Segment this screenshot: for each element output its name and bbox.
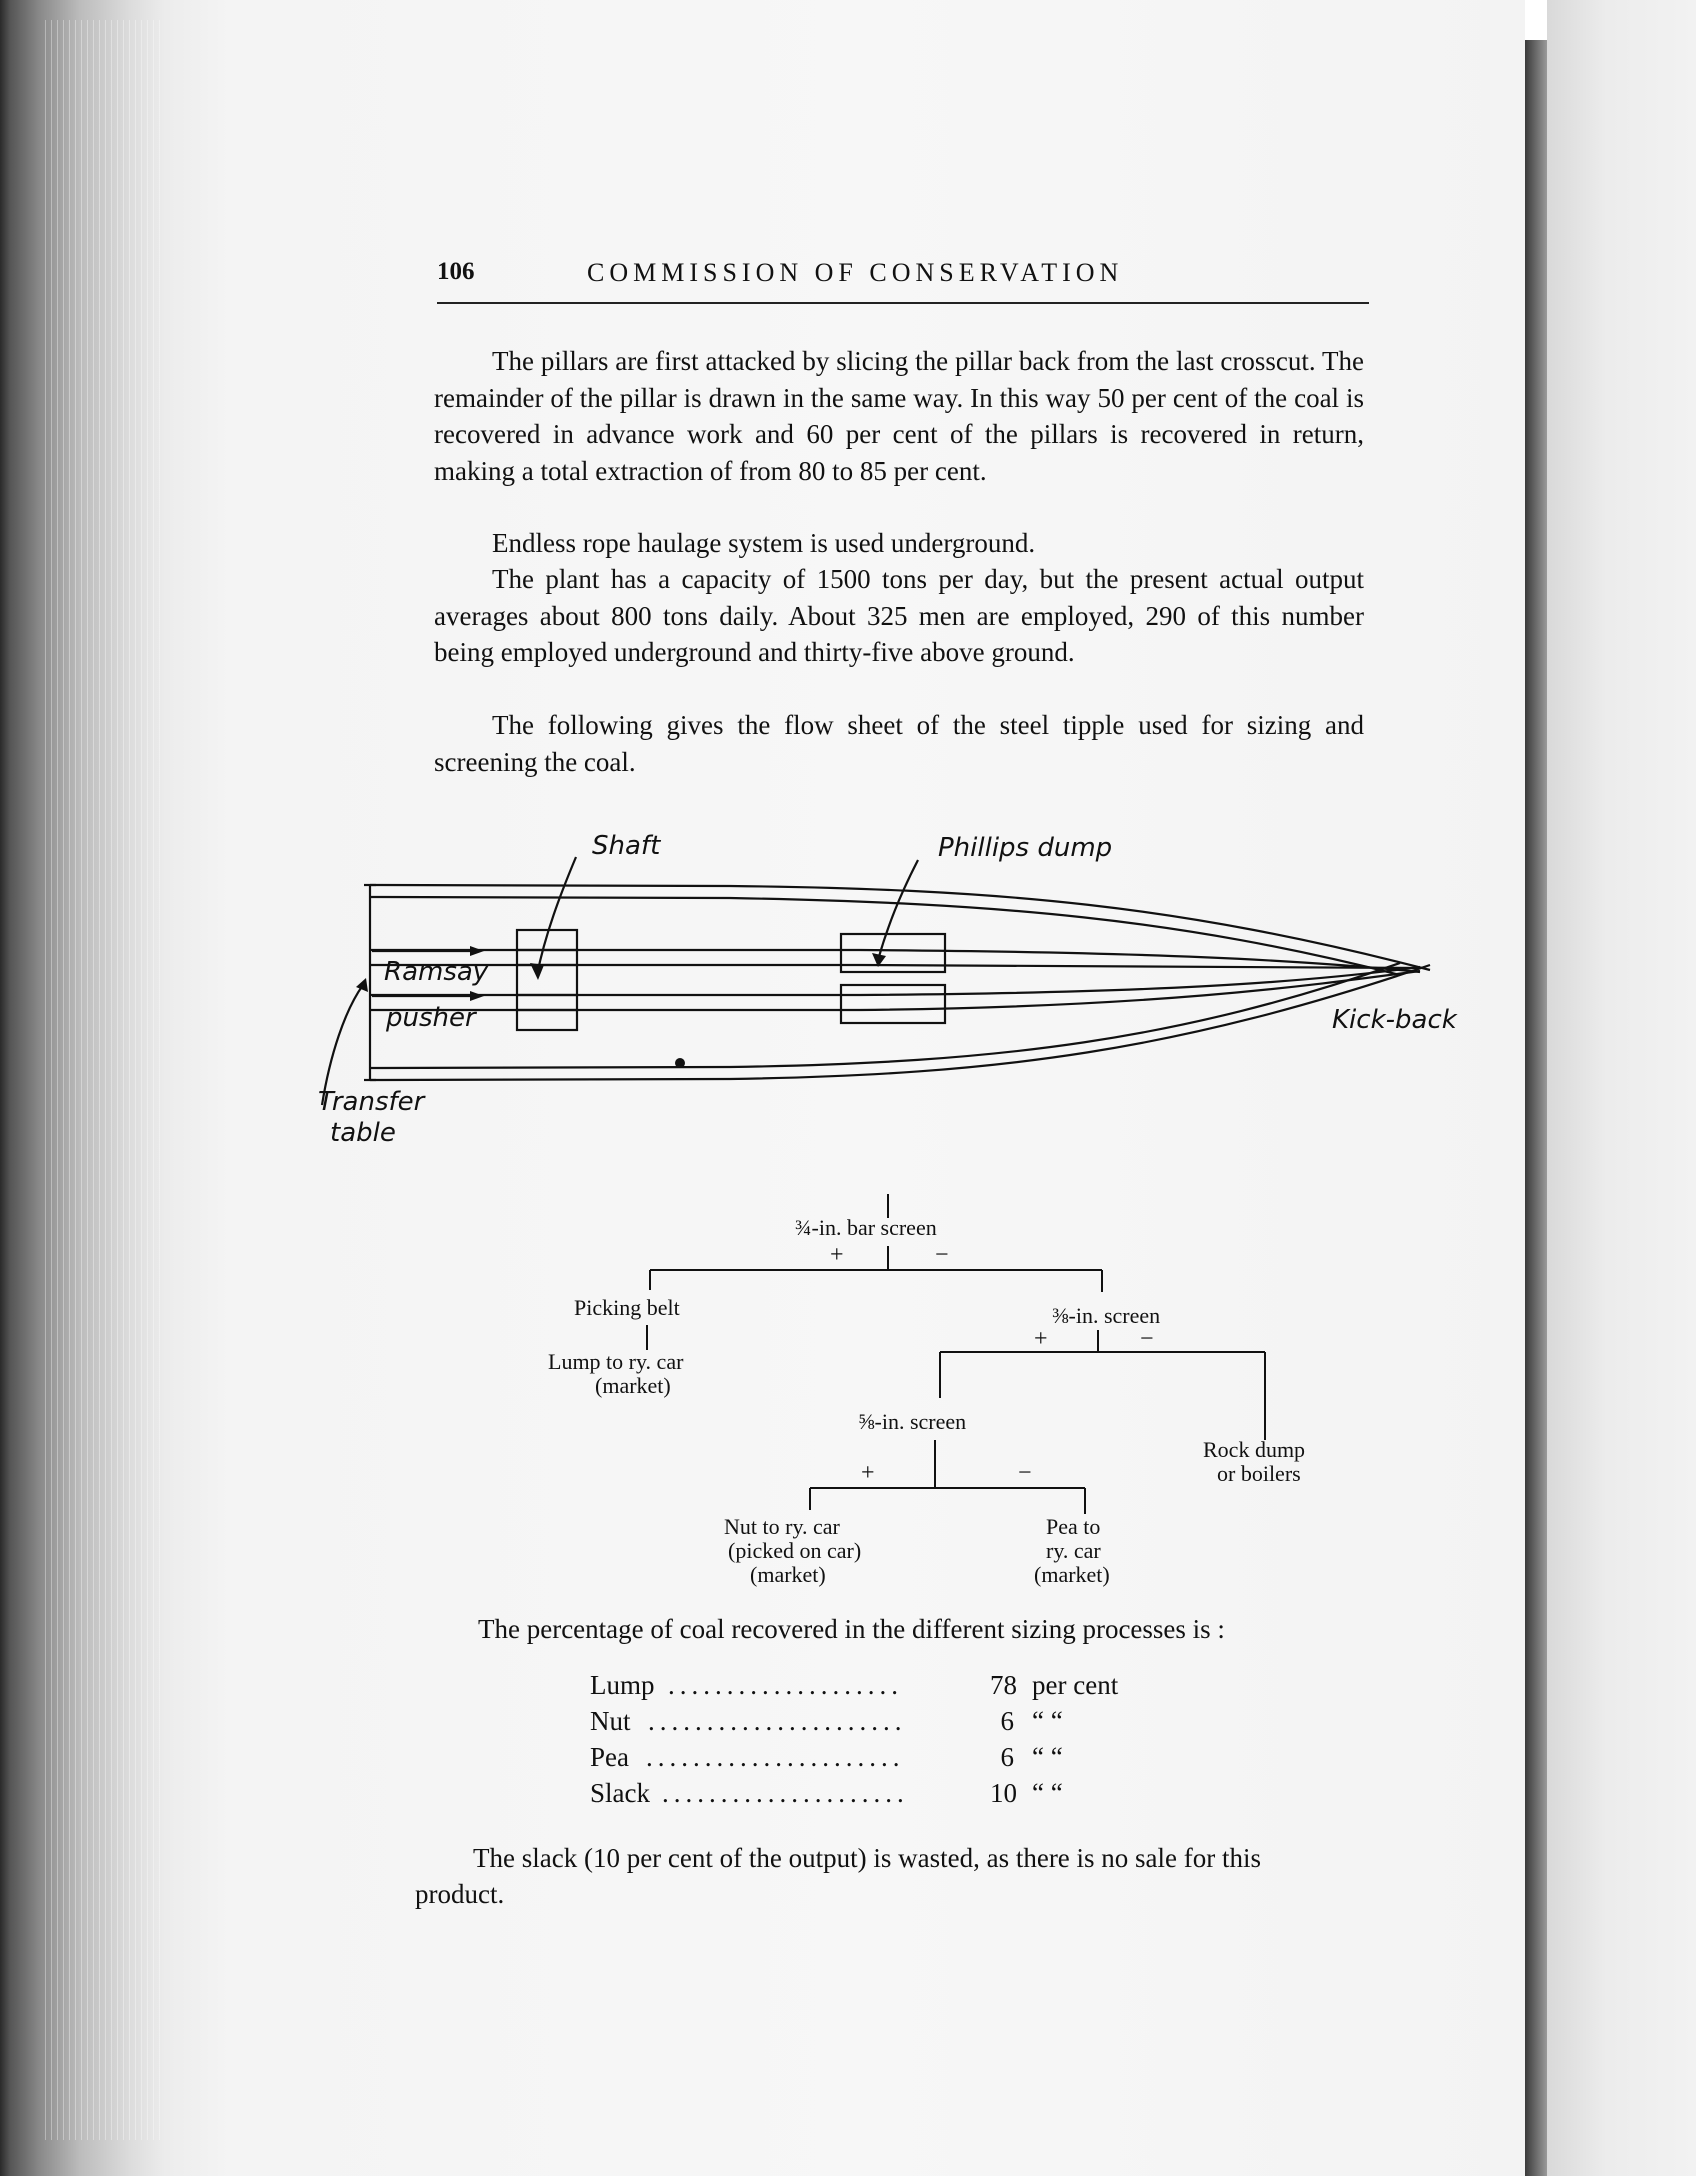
- table-row: [590, 1706, 1210, 1742]
- row-leader: ....................: [668, 1670, 903, 1700]
- row-unit: per cent: [1032, 1670, 1119, 1700]
- flow-lump-market: (market): [595, 1373, 671, 1398]
- book-edge-right: [1525, 40, 1547, 2176]
- flow-3-8-plus: +: [1034, 1326, 1048, 1352]
- row-unit: “ “: [1032, 1778, 1063, 1808]
- flow-screen-5-8: ⅝-in. screen: [858, 1409, 967, 1434]
- row-name: Slack: [590, 1778, 650, 1808]
- row-leader: .....................: [662, 1778, 909, 1808]
- row-value: 10: [990, 1778, 1017, 1808]
- flow-3-8-minus: −: [1140, 1326, 1154, 1352]
- table-row: [590, 1778, 1210, 1814]
- flow-rock-dump: Rock dump: [1203, 1437, 1306, 1462]
- flow-picking-belt: Picking belt: [574, 1295, 680, 1320]
- row-value: 6: [1000, 1706, 1014, 1736]
- paragraph-capacity: The plant has a capacity of 1500 tons per day, but the present actual output averages about 800 tons daily. About 325 men are employed, 290 of this number being employed underground and thirty-five above ground.: [434, 564, 1364, 667]
- label-kick-back: Kick-back: [1332, 1005, 1457, 1035]
- label-phillips-dump: Phillips dump: [938, 833, 1113, 863]
- closing-paragraph: The slack (10 per cent of the output) is wasted, as there is no sale for this product.: [415, 1843, 1262, 1909]
- flow-pea-market: (market): [1034, 1562, 1110, 1587]
- row-name: Lump: [590, 1670, 655, 1700]
- row-leader: ......................: [648, 1706, 907, 1736]
- label-pusher: pusher: [386, 1003, 476, 1033]
- row-value: 78: [990, 1670, 1017, 1700]
- flow-nut: Nut to ry. car: [724, 1514, 840, 1539]
- running-title: COMMISSION OF CONSERVATION: [587, 258, 1124, 287]
- row-unit: “ “: [1032, 1706, 1063, 1736]
- row-name: Pea: [590, 1742, 629, 1772]
- paragraph-flow-intro: The following gives the flow sheet of the steel tipple used for sizing and screening the coal.: [434, 710, 1364, 777]
- flow-screen-3-8: ⅜-in. screen: [1052, 1303, 1161, 1328]
- flow-or-boilers: or boilers: [1217, 1461, 1301, 1486]
- background-right: [1547, 0, 1696, 2176]
- flow-pea: Pea to: [1046, 1514, 1101, 1539]
- table-row: [590, 1670, 1210, 1706]
- flow-nut-picked: (picked on car): [728, 1538, 862, 1563]
- flow-bar-screen: ¾-in. bar screen: [795, 1215, 937, 1240]
- label-transfer: Transfer: [318, 1087, 425, 1117]
- page-header: [437, 258, 1369, 308]
- row-name: Nut: [590, 1706, 631, 1736]
- row-value: 6: [1000, 1742, 1014, 1772]
- row-unit: “ “: [1032, 1742, 1063, 1772]
- flow-pea-car: ry. car: [1046, 1538, 1101, 1563]
- paragraph-pillars: The pillars are first attacked by slicing the pillar back from the last crosscut. The remainder of the pillar is drawn in the same way. In this way 50 per cent of the coal is recovered in advance work and 60 per cent of the pillars is recovered in return, making a total extraction of from 80 to 85 per cent.: [434, 346, 1364, 486]
- page-number: 106: [437, 258, 475, 285]
- track-drawing: [300, 835, 1480, 1165]
- recovery-intro: The percentage of coal recovered in the different sizing processes is :: [478, 1614, 1225, 1644]
- flow-5-8-minus: −: [1018, 1460, 1032, 1486]
- flow-lump: Lump to ry. car: [548, 1349, 684, 1374]
- header-rule: [437, 302, 1369, 304]
- table-row: [590, 1742, 1210, 1778]
- row-leader: ......................: [646, 1742, 905, 1772]
- flow-sheet-lines: [540, 1190, 1380, 1610]
- label-ramsay: Ramsay: [384, 957, 489, 987]
- label-shaft: Shaft: [592, 831, 661, 861]
- page-stack-lines: [45, 20, 165, 2140]
- flow-bar-minus: −: [935, 1242, 949, 1268]
- paragraph-haulage: Endless rope haulage system is used underground.: [492, 528, 1036, 558]
- label-table: table: [330, 1118, 396, 1148]
- flow-bar-plus: +: [830, 1242, 844, 1268]
- flow-5-8-plus: +: [861, 1460, 875, 1486]
- flow-nut-market: (market): [750, 1562, 826, 1587]
